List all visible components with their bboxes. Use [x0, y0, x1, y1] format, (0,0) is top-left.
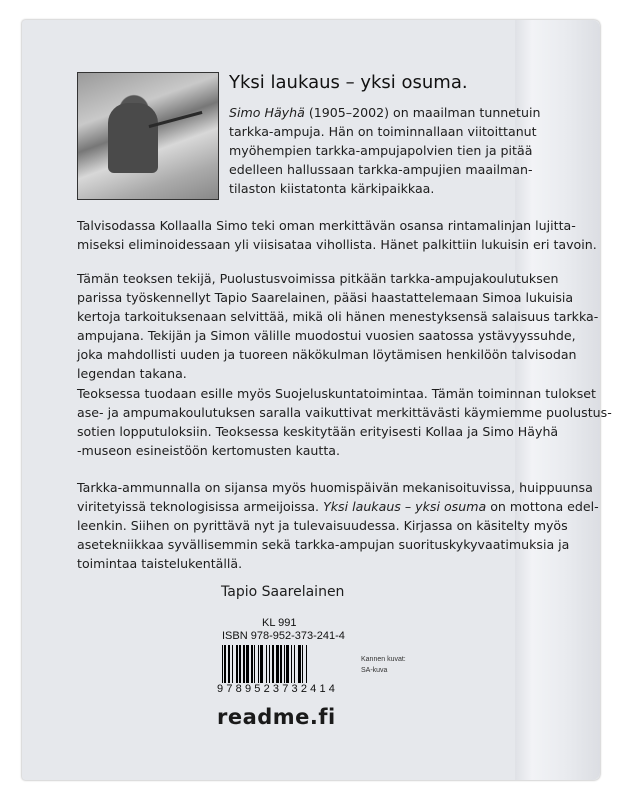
classification-code: KL 991 — [262, 617, 297, 629]
paragraph-2: Talvisodassa Kollaalla Simo teki oman merkittävän osansa rintamalinjan lujitta- miseksi eliminoidessaan yli viisisataa vihollista. Hänet palkittiin lukuisin eri tavoin. — [77, 218, 597, 252]
isbn: ISBN 978-952-373-241-4 — [222, 630, 345, 642]
paragraph-5 — [77, 478, 599, 573]
intro-text: (1905–2002) on maailman tunnetuin tarkka-ampuja. Hän on toiminnallaan viitoittanut myöhempien tarkka-ampujapolvien tien ja pitää edelleen hallussaan tarkka-ampujien maailman- tilaston kiistatonta kärkipaikkaa. — [229, 105, 541, 196]
cover-photo-credit: Kannen kuvat: SA-kuva — [361, 656, 406, 674]
intro-name: Simo Häyhä — [229, 105, 305, 120]
cover-headline: Yksi laukaus – yksi osuma. — [229, 72, 468, 93]
paragraph-3: Tämän teoksen tekijä, Puolustusvoimissa pitkään tarkka-ampujakoulutuksen parissa työskennellyt Tapio Saarelainen, pääsi haastattelemaan Simoa lukuisia kertoja tarkoituksenaan selvittää, mikä oli hänen menestyksensä salaisuus tarkka- ampujana. Tekijän ja Simon välille muodostui vuosien saatossa ystävyyssuhde, joka mahdollisti uuden ja tuoreen näkökulman löytämisen henkilöön talvisodan legendan takana. — [77, 271, 599, 381]
barcode — [222, 645, 337, 683]
cover-photo-soldier — [77, 72, 219, 200]
publisher-logo: readme.fi — [217, 705, 336, 729]
author-name: Tapio Saarelainen — [221, 584, 345, 600]
barcode-space — [307, 645, 308, 683]
paragraph-4: Teoksessa tuodaan esille myös Suojeluskuntatoimintaa. Tämän toiminnan tulokset ase- ja ampumakoulutuksen saralla vaikuttivat merkittävästi käymiemme puolustus- sotien lopputuloksiin. Teoksessa keskitytään erityisesti Kollaa ja Simo Häyhä -museon esineistöön kertomusten kautta. — [77, 386, 612, 458]
paragraph-5-motto: Yksi laukaus – yksi osuma — [323, 499, 487, 514]
intro-paragraph — [229, 103, 540, 198]
barcode-digits: 9789523732414 — [217, 683, 339, 695]
paragraph-5-text-a: Tarkka-ammunnalla on sijansa myös huomispäivän mekanisoituvissa, huippuunsa viritetyissä teknologisissa armeijoissa. — [77, 480, 593, 514]
paragraph-5-text-b: on mottona edel- leenkin. Siihen on pyrittävä nyt ja tulevaisuudessa. Kirjassa on käsitelty myös asetekniikkaa syvällisemmin sekä tarkka-ampujan suorituskykyvaatimuksia ja toimintaa taistelukentällä. — [77, 499, 599, 571]
